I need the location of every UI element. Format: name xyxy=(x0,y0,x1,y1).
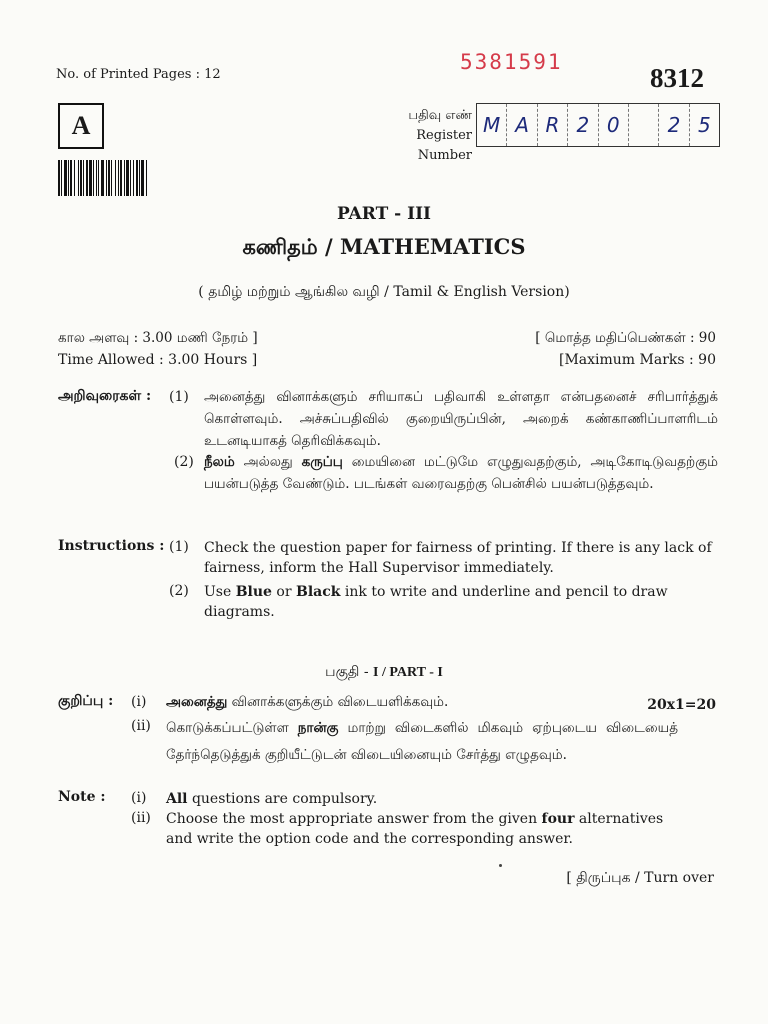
max-marks-ta: [ மொத்த மதிப்பெண்கள் : 90 xyxy=(535,330,716,346)
turn-over: [ திருப்புக / Turn over xyxy=(566,870,714,886)
instruction-en-number: (2) xyxy=(169,583,189,599)
instruction-ta-text xyxy=(204,451,718,495)
instruction-en-text xyxy=(204,582,720,622)
register-label xyxy=(360,106,472,166)
register-digit[interactable]: 2 xyxy=(659,104,689,146)
instruction-ta-text: அனைத்து வினாக்களும் சரியாகப் பதிவாகி உள்ளதா என்பதனைச் சரிபார்த்துக் கொள்ளவும். அச்சுப்பதிவில் குறையிருப்பின், அறைக் கண்காணிப்பாளரிடம் உடனடியாகத் தெரிவிக்கவும். xyxy=(204,389,718,449)
instructions-ta-heading: அறிவுரைகள் : xyxy=(58,388,152,404)
subject-title: கணிதம் / MATHEMATICS xyxy=(242,234,526,259)
text-run: ink to write and underline and pencil to draw diagrams. xyxy=(204,584,668,620)
text-run: கொடுக்கப்பட்டுள்ள xyxy=(166,720,298,736)
section-label: I / PART - I xyxy=(373,665,443,680)
paper-code: 8312 xyxy=(650,63,704,93)
register-digit[interactable]: A xyxy=(507,104,537,146)
bold-term: All xyxy=(166,791,188,807)
instruction-en-text: Check the question paper for fairness of printing. If there is any lack of fairness, inform the Hall Supervisor immediately. xyxy=(204,540,712,576)
note-ta-number: (ii) xyxy=(131,718,151,734)
register-digit[interactable]: 5 xyxy=(697,113,711,137)
register-digit[interactable]: 0 xyxy=(599,104,629,146)
register-digit[interactable]: 2 xyxy=(568,104,598,146)
serial-number: 5381591 xyxy=(460,50,563,74)
note-en-text xyxy=(166,809,680,849)
bold-term: four xyxy=(541,811,575,827)
register-number-grid[interactable] xyxy=(476,103,720,147)
text-run: Use xyxy=(204,584,236,600)
text-run: வினாக்களுக்கும் விடையளிக்கவும். xyxy=(227,694,449,710)
time-allowed-ta: கால அளவு : 3.00 மணி நேரம் ] xyxy=(58,330,258,346)
part-title: PART - III xyxy=(337,204,431,224)
printed-pages: No. of Printed Pages : 12 xyxy=(56,67,221,82)
time-allowed-en: Time Allowed : 3.00 Hours ] xyxy=(58,352,258,368)
text-run: questions are compulsory. xyxy=(187,791,378,807)
text-run: alternatives and write the option code and the corresponding answer. xyxy=(166,811,664,847)
note-en-heading: Note : xyxy=(58,789,106,805)
text-run: அல்லது xyxy=(234,454,302,470)
section-heading xyxy=(0,664,768,682)
bold-term: நான்கு xyxy=(297,720,339,736)
max-marks-en: [Maximum Marks : 90 xyxy=(558,352,716,368)
medium-version: ( தமிழ் மற்றும் ஆங்கில வழி / Tamil & English Version) xyxy=(198,284,570,300)
barcode-bar xyxy=(147,160,148,196)
register-label-ta: பதிவு எண் xyxy=(408,108,472,123)
version-box: A xyxy=(58,103,104,149)
note-ta-heading: குறிப்பு : xyxy=(58,693,114,709)
note-ta-text xyxy=(166,691,646,713)
bold-term: Black xyxy=(296,584,341,600)
register-digit[interactable]: R xyxy=(538,104,568,146)
barcode xyxy=(58,160,222,196)
bold-term: Blue xyxy=(235,584,272,600)
note-ta-text xyxy=(166,715,678,769)
text-run: மையினை மட்டுமே எழுதுவதற்கும், அடிகோடிடுவதற்கும் பயன்படுத்த வேண்டும். படங்கள் வரைவதற்கு பென்சில் பயன்படுத்தவும். xyxy=(204,454,718,492)
text-run: Choose the most appropriate answer from the given xyxy=(166,811,542,827)
bold-term: நீலம் xyxy=(204,454,235,470)
note-ta-number: (i) xyxy=(131,694,147,710)
instruction-ta-number: (2) xyxy=(174,454,194,470)
instruction-ta-number: (1) xyxy=(169,389,189,405)
note-en-text xyxy=(166,789,680,809)
instruction-en-number: (1) xyxy=(169,539,189,555)
bold-term: கருப்பு xyxy=(301,454,343,470)
ink-dot xyxy=(499,864,502,867)
register-digit[interactable]: M xyxy=(477,104,507,146)
note-en-number: (ii) xyxy=(131,810,151,826)
register-label-en: Register Number xyxy=(416,128,472,163)
text-run: மாற்று விடைகளில் மிகவும் ஏற்புடைய விடையைத் தேர்ந்தெடுத்துக் குறியீட்டுடன் விடையினையும் சேர்த்து எழுதவும். xyxy=(166,720,678,763)
instructions-en-heading: Instructions : xyxy=(58,538,165,554)
text-run: or xyxy=(271,584,296,600)
section-prefix: பகுதி - xyxy=(325,664,374,680)
note-en-number: (i) xyxy=(131,790,147,806)
marks-pattern: 20x1=20 xyxy=(647,697,716,713)
register-digit[interactable] xyxy=(629,104,659,146)
bold-term: அனைத்து xyxy=(166,694,228,710)
